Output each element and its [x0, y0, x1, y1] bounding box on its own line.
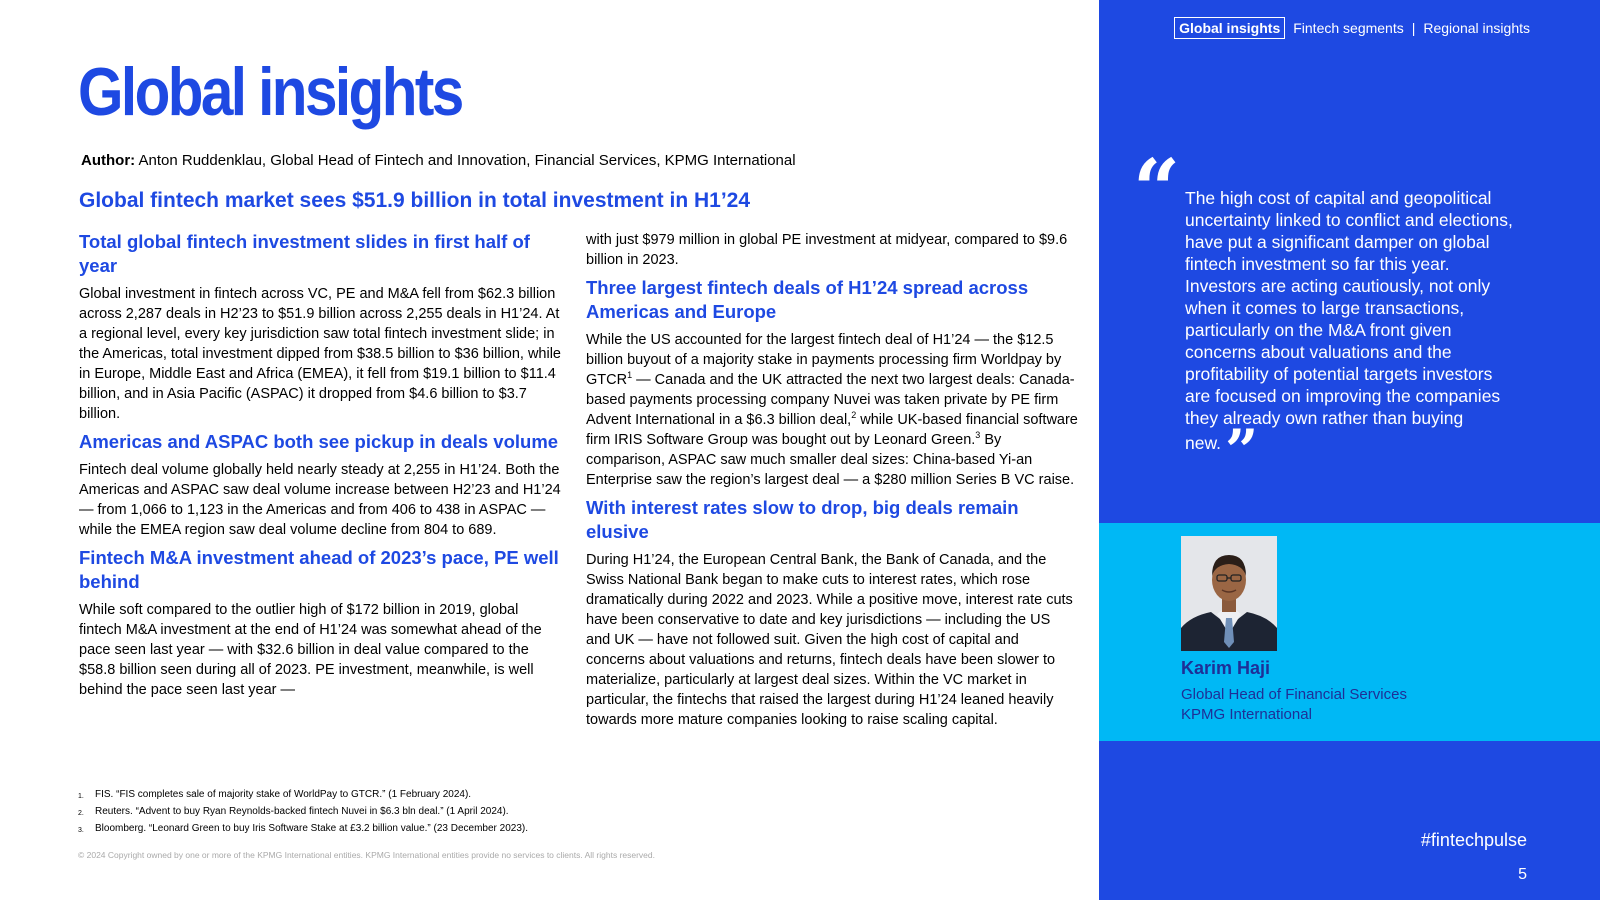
copyright-notice: © 2024 Copyright owned by one or more of the KPMG International entities. KPMG International entities provide no services to clients. All rights reserved. — [78, 850, 655, 860]
footnote-number: 1. — [78, 793, 84, 800]
person-role — [1181, 685, 1407, 725]
hashtag: #fintechpulse — [1420, 830, 1527, 850]
portrait-photo — [1181, 536, 1277, 651]
section-body: During H1’24, the European Central Bank, the Bank of Canada, and the Swiss National Bank began to make cuts to interest rates, which rose dramatically during 2022 and 2023. While a positive move, interest rate cuts have been conservative to date and key jurisdictions — including the US and UK — have not followed suit. Given the high cost of capital and concerns about valuations and returns, fintech deals have been slower to materialize, particularly at largest deal sizes. Within the VC market in particular, the fintechs that raised the largest during H1’24 leaned heavily towards more mature companies looking to raise scaling capital. — [586, 552, 1073, 728]
sidebar-panel — [1099, 0, 1600, 900]
footnote-text: Bloomberg. “Leonard Green to buy Iris Software Stake at £3.2 billion value.” (23 December 2023). — [95, 823, 529, 834]
body-text: By comparison, ASPAC saw much smaller deal sizes: China-based Yi-an Enterprise saw the region’s largest deal — a $280 million Series B VC raise. — [586, 432, 1075, 488]
person-title: Global Head of Financial Services — [1181, 686, 1407, 703]
author-text: Anton Ruddenklau, Global Head of Fintech and Innovation, Financial Services, KPMG International — [138, 152, 796, 169]
footnote-text: FIS. “FIS completes sale of majority stake of WorldPay to GTCR.” (1 February 2024). — [95, 789, 472, 800]
footnote-item — [78, 804, 528, 821]
section-nav — [1174, 17, 1530, 39]
section-body: Fintech deal volume globally held nearly steady at 2,255 in H1’24. Both the Americas and ASPAC saw deal volume increase between H2’23 and H1’24 — from 1,066 to 1,123 in the Americas and from 406 to 438 in ASPAC — while the EMEA region saw deal volume decline from 804 to 689. — [79, 462, 561, 538]
footnote-number: 3. — [78, 827, 84, 834]
close-quote-icon: ” — [1225, 417, 1259, 485]
section-heading: Fintech M&A investment ahead of 2023’s pace, PE well behind — [79, 547, 559, 592]
section-heading: Total global fintech investment slides in first half of year — [79, 231, 530, 276]
footnote-text: Reuters. “Advent to buy Ryan Reynolds-backed fintech Nuvei in $6.3 bln deal.” (1 April 2024). — [95, 806, 509, 817]
section-body — [586, 330, 1078, 490]
pull-quote — [1185, 187, 1520, 485]
page-number: 5 — [1518, 866, 1527, 883]
footnote-item — [78, 821, 528, 838]
nav-separator: | — [1411, 20, 1416, 36]
person-organization: KPMG International — [1181, 706, 1312, 723]
quote-body: The high cost of capital and geopolitical uncertainty linked to conflict and elections, have put a significant damper on global fintech investment so far this year. Investors are acting cautiously, not only when it comes to large transactions, particularly on the M&A front given concerns about valuations and the profitability of potential targets investors are focused on improving the companies they already own rather than buying new. — [1185, 188, 1513, 453]
section-body: Global investment in fintech across VC, PE and M&A fell from $62.3 billion across 2,287 deals in H2’23 to $51.9 billion across 2,255 deals in H1’24. At a regional level, every key jurisdiction saw total fintech investment slide; in the Americas, total investment dipped from $38.5 billion to $36 billion, while in Europe, Middle East and Africa (EMEA), it fell from $19.1 billion to $11.4 billion, and in Asia Pacific (ASPAC) it dropped from $4.6 billion to $3.7 billion. — [79, 286, 561, 422]
author-card — [1099, 523, 1600, 741]
nav-regional-insights[interactable]: Regional insights — [1423, 20, 1530, 36]
footnote-number: 2. — [78, 810, 84, 817]
portrait-illustration — [1181, 536, 1277, 651]
footnote-ref: 2 — [851, 410, 857, 421]
footnotes — [78, 787, 528, 838]
author-label: Author: — [81, 152, 136, 169]
open-quote-icon: “ — [1133, 142, 1181, 238]
column-right — [586, 230, 1078, 736]
section-heading: With interest rates slow to drop, big deals remain elusive — [586, 497, 1019, 542]
footnote-ref: 1 — [627, 370, 633, 381]
body-text: While the US accounted for the largest fintech deal of H1’24 — the $12.5 billion buyout of a majority stake in payments processing firm Worldpay by GTCR — [586, 332, 1062, 388]
page-title: Global insights — [78, 54, 462, 130]
footnote-item — [78, 787, 528, 804]
section-body: While soft compared to the outlier high of $172 billion in 2019, global fintech M&A investment at the end of H1’24 was somewhat ahead of the pace seen last year — with $32.6 billion in deal value compared to the $58.8 billion seen during all of 2023. PE investment, meanwhile, is well behind the pace seen last year — — [79, 602, 542, 698]
column-left — [79, 230, 564, 706]
section-body-continued: with just $979 million in global PE investment at midyear, compared to $9.6 billion in 2023. — [586, 232, 1068, 268]
main-headline: Global fintech market sees $51.9 billion in total investment in H1’24 — [79, 189, 751, 212]
person-name: Karim Haji — [1181, 658, 1271, 678]
author-line — [81, 152, 796, 169]
section-heading: Americas and ASPAC both see pickup in deals volume — [79, 431, 559, 452]
nav-global-insights[interactable]: Global insights — [1174, 17, 1285, 39]
nav-fintech-segments[interactable]: Fintech segments — [1293, 20, 1404, 36]
footnote-ref: 3 — [975, 430, 981, 441]
body-text: — Canada and the UK attracted the next two largest deals: Canada-based payments processing company Nuvei was taken private by PE firm Advent International in a $6.3 billion deal, — [586, 372, 1075, 428]
section-heading: Three largest fintech deals of H1’24 spread across Americas and Europe — [586, 277, 1029, 322]
body-text: while UK-based financial software firm IRIS Software Group was bought out by Leonard Green. — [586, 412, 1078, 448]
